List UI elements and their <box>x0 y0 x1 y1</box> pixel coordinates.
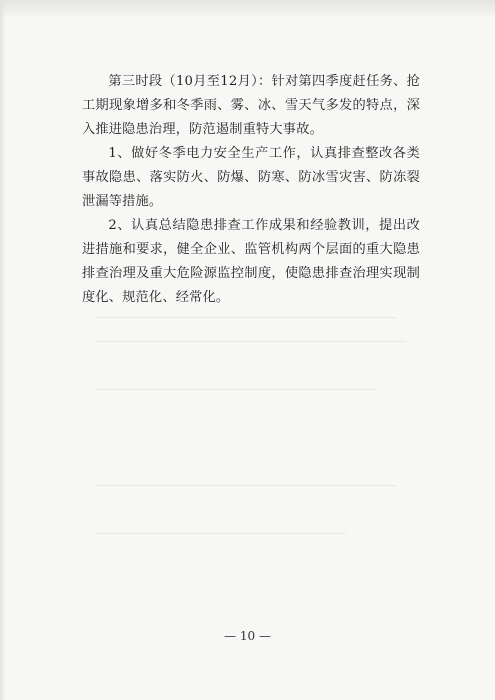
bleed-through-line <box>96 317 396 318</box>
paragraph-third-period: 第三时段（10月至12月）：针对第四季度赶任务、抢工期现象增多和冬季雨、雾、冰、雪天气多发的特点，深入推进隐患治理，防范遏制重特大事故。 <box>82 74 420 137</box>
bleed-through-line <box>96 341 406 342</box>
scan-shadow-top <box>0 0 495 18</box>
page-number: — 10 — <box>224 629 271 643</box>
paragraph-item-1: 1、做好冬季电力安全生产工作，认真排查整改各类事故隐患、落实防火、防爆、防寒、防冰雪灾害、防冻裂泄漏等措施。 <box>82 146 420 209</box>
bleed-through-line <box>96 485 396 486</box>
scan-shadow-left <box>0 0 6 700</box>
document-body <box>82 70 420 310</box>
bleed-through-line <box>96 389 376 390</box>
paragraph-item-2: 2、认真总结隐患排查工作成果和经验教训，提出改进措施和要求，健全企业、监管机构两个层面的重大隐患排查治理及重大危险源监控制度，使隐患排查治理实现制度化、规范化、经常化。 <box>82 218 420 305</box>
bleed-through-line <box>96 533 346 534</box>
